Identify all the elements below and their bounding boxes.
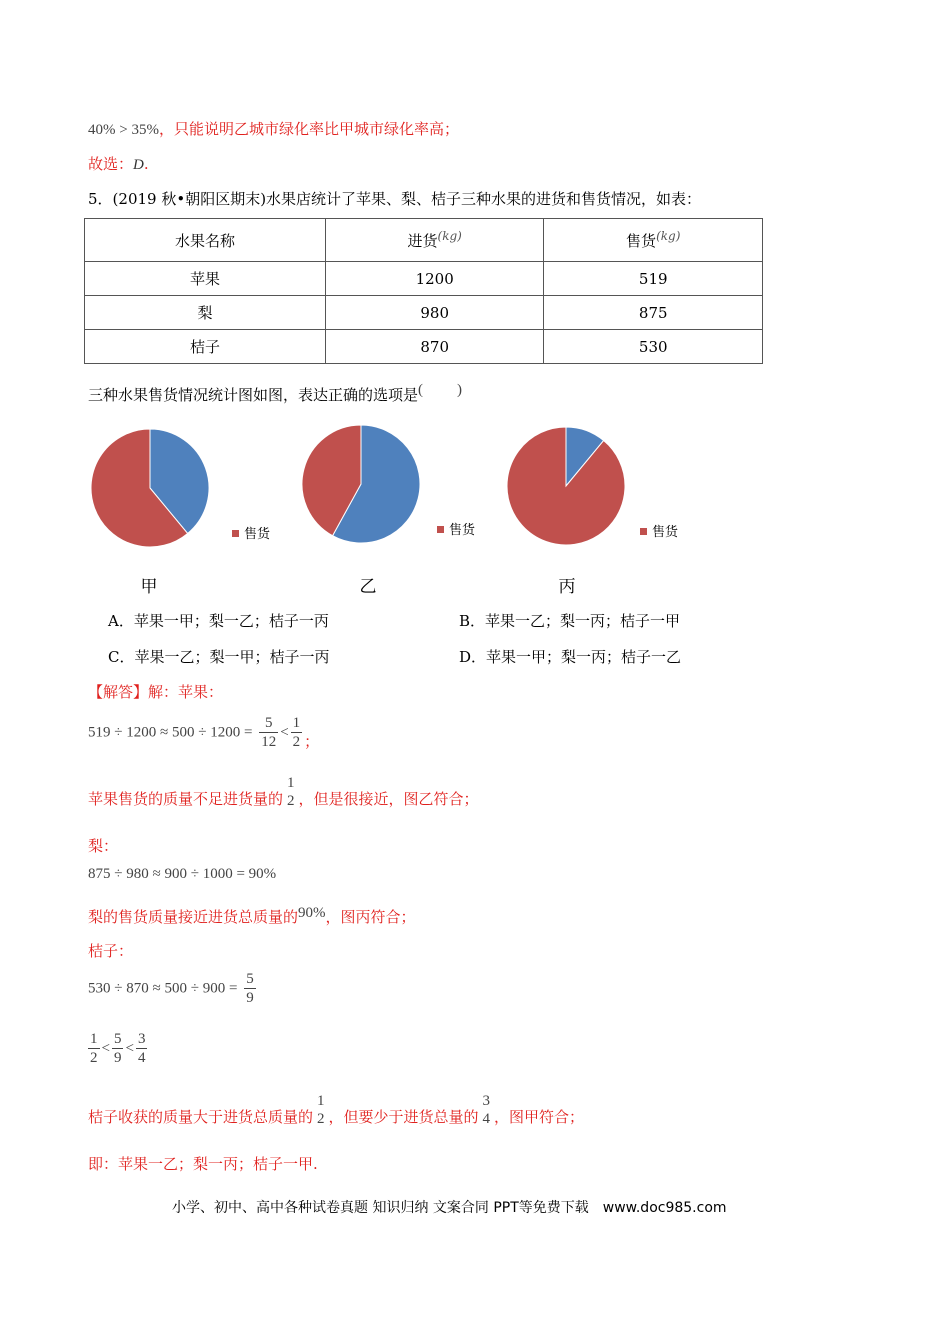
pear-text-a: 梨的售货质量接近进货总质量的: [88, 908, 299, 926]
pear-expr: 875 ÷ 980 ≈ 900 ÷ 1000 = 90%: [88, 866, 277, 882]
numerator: 5: [259, 714, 278, 733]
table-cell: 530: [544, 330, 763, 364]
table-row: [85, 262, 763, 296]
table-cell: 梨: [85, 296, 326, 330]
pie-caption: 丙: [558, 577, 576, 597]
legend-label: 售货: [652, 525, 679, 540]
orange-text-a: 桔子收获的质量大于进货总质量的: [88, 1108, 314, 1126]
solution-heading: [88, 681, 223, 702]
option-a: A．苹果一甲；梨一乙；桔子一丙: [108, 612, 329, 630]
numerator: 5: [113, 1031, 122, 1047]
fraction-1-2: [88, 1030, 100, 1067]
apple-expr: 519 ÷ 1200 ≈ 500 ÷ 1200 =: [88, 724, 253, 741]
table-cell: 870: [325, 330, 544, 364]
pie-caption: 甲: [140, 577, 158, 597]
orange-expr: 530 ÷ 870 ≈ 500 ÷ 900 =: [88, 980, 238, 997]
numerator: 3: [137, 1031, 146, 1047]
table-header-row: [85, 219, 763, 262]
denominator: 2: [287, 793, 295, 809]
apple-text-b: ，但是很接近，图乙符合；: [298, 790, 479, 808]
numerator: 5: [246, 971, 254, 987]
fruit-table: [84, 218, 763, 364]
denominator: 9: [113, 1050, 122, 1066]
option-b: B．苹果一乙；梨一丙；桔子一甲: [459, 612, 681, 630]
orange-calc: [88, 970, 258, 1007]
apple-conclusion: [88, 774, 479, 810]
option-d: D．苹果一甲；梨一丙；桔子一乙: [459, 648, 682, 666]
final-conclusion: 即：苹果一乙；梨一丙；桔子一甲.: [88, 1155, 318, 1173]
pie-chart-bing: [507, 427, 679, 597]
numerator: 1: [292, 715, 301, 731]
header-purchase-label: 进货: [407, 232, 438, 250]
table-cell: 519: [544, 262, 763, 296]
followup-text: 三种水果售货情况统计图如图，表达正确的选项是: [88, 386, 419, 404]
paren-left: (: [418, 382, 424, 398]
orange-text-c: ，图甲符合；: [494, 1108, 585, 1126]
denominator: 2: [317, 1111, 325, 1127]
answer-prefix: 故选：: [88, 155, 134, 173]
pie-chart-yi: [302, 425, 476, 597]
numerator: 1: [287, 775, 295, 791]
numerator: 1: [317, 1093, 325, 1109]
fraction-compare: [86, 1030, 149, 1067]
orange-text-b: ，但要少于进货总量的: [328, 1108, 479, 1126]
table-row: [85, 330, 763, 364]
denominator: 12: [261, 734, 277, 750]
numerator: 3: [482, 1093, 491, 1109]
paren-right: ): [457, 382, 463, 398]
pie-caption: 乙: [359, 577, 377, 597]
option-c: C．苹果一乙；梨一甲；桔子一丙: [108, 648, 330, 666]
question-followup: [88, 382, 462, 405]
percent-compare: 40% > 35%: [88, 122, 159, 138]
table-cell: 980: [325, 296, 544, 330]
pear-text-b: ，图丙符合；: [325, 908, 416, 926]
prev-solution-line: [88, 118, 459, 139]
footer-text: 小学、初中、高中各种试卷真题 知识归纳 文案合同 PPT等免费下载 www.doc985.com: [172, 1200, 727, 1216]
header-purchase: [325, 219, 544, 262]
apple-calc: [88, 714, 319, 752]
fraction-5-12: [259, 714, 278, 751]
table-row: [85, 296, 763, 330]
prev-answer-line: [88, 153, 149, 174]
unit-kg: (kg): [656, 229, 681, 243]
pear-percent: 90%: [298, 905, 326, 921]
pie-charts: [0, 415, 950, 600]
fraction-1-2: [291, 714, 303, 751]
fraction-3-4: [136, 1030, 148, 1067]
header-sold: [544, 219, 763, 262]
numerator: 1: [90, 1031, 98, 1047]
less-than: <: [101, 1040, 110, 1057]
question-text: (2019 秋•朝阳区期末)水果店统计了苹果、梨、桔子三种水果的进货和售货情况，如表：: [112, 190, 702, 208]
fraction-1-2: [315, 1092, 327, 1128]
fraction-3-4: [481, 1092, 493, 1128]
solution-bracket: 【解答】: [88, 683, 149, 701]
orange-label: 桔子：: [88, 942, 134, 960]
table-cell: 桔子: [85, 330, 326, 364]
prev-solution-text: ，只能说明乙城市绿化率比甲城市绿化率高；: [158, 120, 459, 138]
apple-text-a: 苹果售货的质量不足进货量的: [88, 790, 284, 808]
table-cell: 1200: [325, 262, 544, 296]
denominator: 9: [246, 990, 254, 1006]
fraction-5-9: [244, 970, 256, 1007]
pear-conclusion: [88, 905, 416, 927]
legend-label: 售货: [244, 527, 271, 542]
pie-slice-red: [507, 427, 625, 545]
less-than: <: [125, 1040, 134, 1057]
unit-kg: (kg): [437, 229, 462, 243]
semicolon: ；: [304, 732, 320, 751]
less-than: <: [280, 724, 289, 741]
fraction-1-2: [285, 774, 297, 810]
denominator: 2: [292, 734, 301, 750]
header-sold-label: 售货: [626, 232, 657, 250]
legend-swatch: [437, 526, 444, 533]
legend-swatch: [232, 530, 239, 537]
table-cell: 苹果: [85, 262, 326, 296]
answer-letter: D: [133, 157, 144, 173]
pie-chart-jia: [91, 429, 271, 597]
question-number: 5．: [88, 190, 113, 208]
answer-suffix: .: [143, 155, 149, 173]
legend-label: 售货: [449, 523, 476, 538]
denominator: 2: [90, 1050, 98, 1066]
fraction-5-9: [112, 1030, 124, 1067]
denominator: 4: [482, 1111, 491, 1127]
question-5: [88, 188, 701, 209]
solution-apple-label: 解：苹果：: [148, 683, 224, 701]
pear-label: 梨：: [88, 837, 119, 855]
legend-swatch: [640, 528, 647, 535]
orange-conclusion: [88, 1092, 584, 1128]
denominator: 4: [137, 1050, 146, 1066]
table-cell: 875: [544, 296, 763, 330]
header-fruit-name: 水果名称: [85, 219, 326, 262]
